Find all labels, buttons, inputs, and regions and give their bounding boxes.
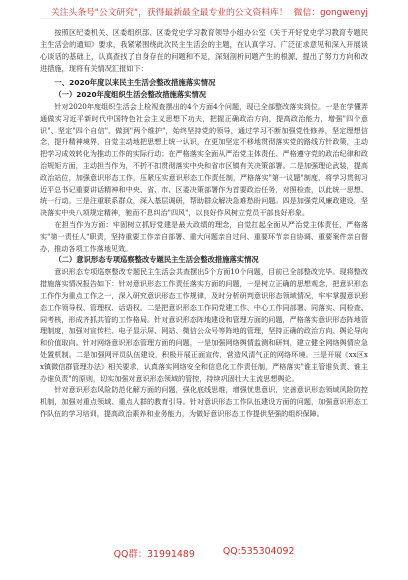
banner-main-text: 关注头条号"公文研究"，获得最新最全最专业的公文资料库！ (50, 7, 288, 18)
section-1-heading: 一、2020年度以来民主生活会整改措施落实情况 (54, 78, 216, 87)
subsection-2-body: 意识形态专项巡察整改专题民主生活会共查摆出5个方面10个问题，目前已全部整改完毕。现将整改措施落实情况报告如下：针对意识形态工作责任落实方面的问题，一是树立正确的思想观念，把意识形态工作作为重点工作之一，深入研究意识形态工作规律，及时分析研判意识形态领域情况，牢牢掌握意识形态工作领导权、管理权、话语权。二是把意识形态工作同党建工作、中心工作同部署、同落实、同检查、同考核，形成齐抓共管的工作格局。针对意识形态阵地建设和管理方面的问题，严格落实意识形态阵地管理制度，加强对宣传栏、电子显示屏、网站、微信公众号等阵地的管理，坚持正确的政治方向、舆论导向和价值取向。针对网络意识形态管理方面的问题，一是加强网络舆情监测和研判，建立健全网络舆情应急处置机制。二是加强网评员队伍建设，积极开展正面宣传，营造风清气正的网络环境。三是开展《xx区xx镇微信群管理办法》相关要求，认真落实网络安全和信息化工作责任制，严格落实"谁主管谁负责、谁主办谁负责"的原则，切实加强对意识形态领域的管控，持续巩固壮大主流思想舆论。 (40, 267, 368, 383)
top-banner (40, 0, 368, 19)
footer-qq-number: QQ:535304092 (222, 546, 295, 557)
subsection-1-heading: （一）2020年度组织生活会整改措施落实情况 (54, 90, 207, 99)
footer-qq-group: QQ群：31991489 (113, 549, 195, 560)
subsection-2-heading: （二）意识形态专项巡察整改专题民主生活会整改措施落实情况 (54, 255, 259, 265)
subsection-1-body: 针对2020年度组织生活会上检视查摆出的4个方面4个问题，现已全部整改落实到位。一是在学懂弄通做实习近平新时代中国特色社会主义思想下功夫，把握正确政治方向，提高政治能力，增强"四个意识"、坚定"四个自信"、做到"两个维护"，始终坚持党的领导，通过学习不断加强党性修养，坚定理想信念，提升精神境界，自觉主动地把思想上统一认识，在更加坚定不移地贯彻落实党的路线方针政策，主动把学习成效转化为推动工作的实际行动；在严格落实全面从严治党主体责任、严格遵守党的政治纪律和政治规矩方面，主动担当作为，不折不扣贯彻落实中央和省市区镇有关决策部署。二是加强理论武装，提高政治站位，加强意识形态工作，压紧压实意识形态工作责任制，严格落实"第一议题"制度，将学习贯彻习近平总书记重要讲话精神和中央、省、市、区委决策部署作为首要政治任务，对照检查，以此统一思想、统一行动。三是注重联系群众，深入基层调研，帮助群众解决急难愁盼问题。四是加强党风廉政建设，坚决落实中央八项规定精神，驰而不息纠治"四风"，以良好作风树立党员干部良好形象。 (40, 102, 368, 218)
banner-contact-text: 微信：gongwenyj (293, 7, 368, 18)
intro-paragraph: 按照区纪委机关、区委组织部、区委党史学习教育领导小组办公室《关于开好党史学习教育专题民主生活会的通知》要求，我紧紧围绕此次民主生活会的主题，在认真学习、广泛征求意见和深入开展谈心谈话的基础上，认真查找了自身存在的问题和不足，深刻剖析问题产生的根源，提出了努力方向和改进措施，现将有关情况汇报如下： (40, 28, 368, 73)
document-body (40, 27, 368, 420)
subsection-2-body-2: 针对意识形态风险防范化解方面的问题，强化底线思维，增强忧患意识，完善意识形态领域风险防控机制，加强对重点领域、重点人群的教育引导。针对意识形态工作队伍建设方面的问题，加强意识形态工作队伍的学习培训，提高政治素养和业务能力，为做好意识形态工作提供坚强的组织保障。 (40, 385, 368, 418)
footer-contact (40, 546, 368, 560)
subsection-1-body-2: 在担当作为方面：牢固树立抓好党建是最大政绩的理念，自觉扛起全面从严治党主体责任，严格落实"第一责任人"职责，坚持重要工作亲自部署、重大问题亲自过问、重要环节亲自协调、重要案件亲自督办，推动各项工作落地见效。 (40, 219, 368, 253)
